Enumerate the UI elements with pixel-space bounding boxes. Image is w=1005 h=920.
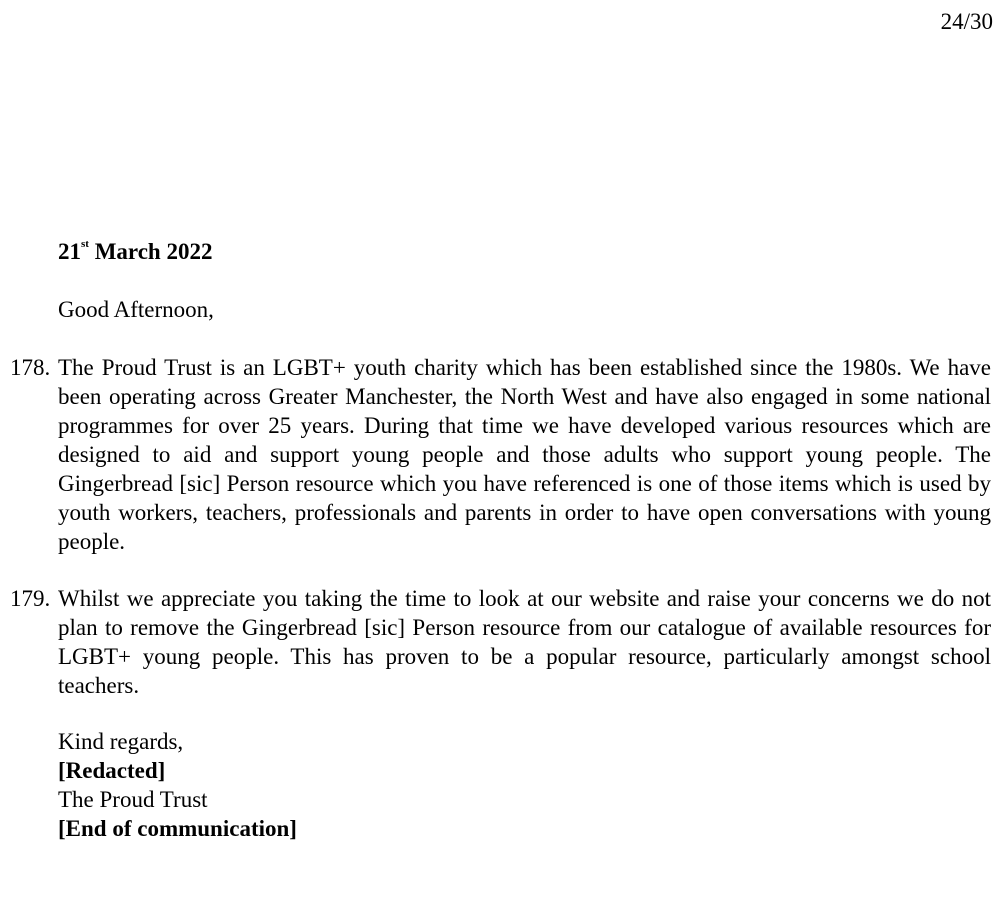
date-day: 21 (58, 239, 81, 264)
organisation-name: The Proud Trust (58, 787, 208, 812)
signoff-block (58, 727, 297, 843)
paragraph-text: Whilst we appreciate you taking the time to look at our website and raise your concerns we do not plan to remove the Gingerbread [sic] Person resource from our catalogue of available resources for LGBT+ young people. This has proven to be a popular resource, particularly amongst school teachers. (58, 586, 991, 698)
page-number: 24/30 (940, 9, 993, 34)
end-of-communication: [End of communication] (58, 816, 297, 841)
closing-line: Kind regards, (58, 729, 184, 754)
paragraph-text: The Proud Trust is an LGBT+ youth charity which has been established since the 1980s. We have been operating across Greater Manchester, the North West and have also engaged in some national programmes for over 25 years. During that time we have developed various resources which are designed to aid and support young people and those adults who support young people. The Gingerbread [sic] Person resource which you have referenced is one of those items which is used by youth workers, teachers, professionals and parents in order to have open conversations with young people. (58, 355, 991, 554)
signatory-name: [Redacted] (58, 758, 166, 783)
paragraph-number: 178. (10, 355, 51, 380)
paragraph-number: 179. (10, 586, 51, 611)
date-month-year: March 2022 (88, 239, 213, 264)
greeting: Good Afternoon, (58, 297, 214, 322)
numbered-paragraph (10, 353, 991, 556)
date-ordinal-suffix: st (81, 238, 89, 251)
letter-date (58, 237, 212, 266)
numbered-paragraph (10, 584, 991, 700)
